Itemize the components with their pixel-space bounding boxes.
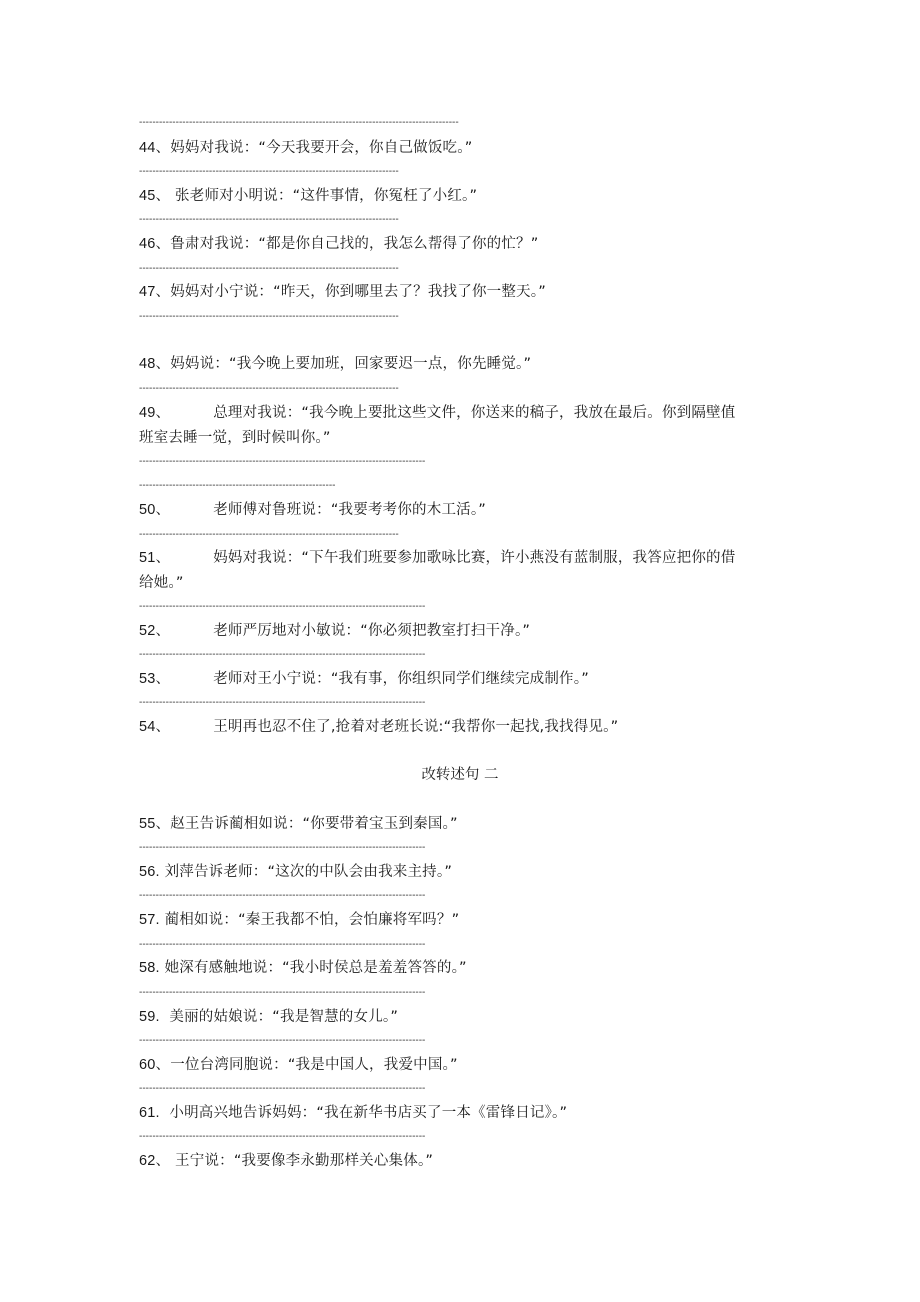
answer-line: -------------------------------------------------------------------------------------- bbox=[139, 1132, 426, 1142]
answer-line: -------------------------------------------------------------------------------------- bbox=[139, 698, 426, 708]
answer-line: -------------------------------------------------------------------------------------- bbox=[139, 1084, 426, 1094]
exercise-item bbox=[139, 234, 538, 254]
item-number: 47、 bbox=[139, 284, 171, 300]
answer-line: ------------------------------------------------------------------------------ bbox=[139, 167, 399, 177]
item-number: 52、 bbox=[139, 623, 171, 639]
answer-line: ------------------------------------------------------------------------------ bbox=[139, 530, 399, 540]
exercise-item bbox=[139, 282, 546, 302]
item-text: 妈妈对我说：“下午我们班要参加歌咏比赛，许小燕没有蓝制服，我答应把你的借 bbox=[213, 550, 736, 566]
exercise-item bbox=[139, 403, 735, 423]
answer-line: -------------------------------------------------------------------------------------- bbox=[139, 457, 426, 467]
exercise-item bbox=[139, 814, 458, 834]
answer-line: ------------------------------------------------------------------------------ bbox=[139, 384, 399, 394]
item-number: 54、 bbox=[139, 719, 171, 735]
item-number: 55、 bbox=[139, 816, 171, 832]
answer-line: -------------------------------------------------------------------------------------- bbox=[139, 602, 426, 612]
exercise-item bbox=[139, 621, 530, 641]
item-text: 赵王告诉蔺相如说：“你要带着宝玉到秦国。” bbox=[170, 816, 458, 832]
item-number: 59. bbox=[139, 1009, 160, 1025]
item-number: 50、 bbox=[139, 502, 171, 518]
item-text: 美丽的姑娘说：“我是智慧的女儿。” bbox=[159, 1009, 399, 1025]
answer-line: ------------------------------------------------------------------------------------------------ bbox=[139, 118, 459, 128]
answer-line: ------------------------------------------------------------------------------ bbox=[139, 264, 399, 274]
item-number: 45、 bbox=[139, 188, 171, 204]
exercise-item bbox=[139, 910, 459, 930]
exercise-item bbox=[139, 717, 618, 737]
item-number: 58. bbox=[139, 960, 160, 976]
exercise-item bbox=[139, 1007, 398, 1027]
answer-line: -------------------------------------------------------------------------------------- bbox=[139, 843, 426, 853]
exercise-item bbox=[139, 958, 467, 978]
item-text: 小明高兴地告诉妈妈：“我在新华书店买了一本《雷锋日记》。” bbox=[159, 1105, 568, 1121]
item-text: 蔺相如说：“秦王我都不怕，会怕廉将军吗？” bbox=[159, 912, 460, 928]
section-title: 改转述句 二 bbox=[421, 767, 499, 783]
answer-line: -------------------------------------------------------------------------------------- bbox=[139, 940, 426, 950]
answer-line: -------------------------------------------------------------------------------------- bbox=[139, 650, 426, 660]
item-text: 鲁肃对我说：“都是你自己找的，我怎么帮得了你的忙？” bbox=[170, 236, 539, 252]
answer-line: -------------------------------------------------------------------------------------- bbox=[139, 988, 426, 998]
item-number: 57. bbox=[139, 912, 160, 928]
item-number: 60、 bbox=[139, 1057, 171, 1073]
item-text: 她深有感触地说：“我小时侯总是羞羞答答的。” bbox=[159, 960, 467, 976]
item-continuation: 给她。” bbox=[139, 575, 184, 591]
item-text: 一位台湾同胞说：“我是中国人，我爱中国。” bbox=[170, 1057, 458, 1073]
exercise-item bbox=[139, 862, 452, 882]
answer-line: ----------------------------------------------------------- bbox=[139, 481, 336, 491]
item-text: 张老师对小明说：“这件事情，你冤枉了小红。” bbox=[170, 188, 478, 204]
exercise-item bbox=[139, 186, 477, 206]
item-text: 老师对王小宁说：“我有事，你组织同学们继续完成制作。” bbox=[213, 671, 589, 687]
item-number: 48、 bbox=[139, 356, 171, 372]
item-text: 老师严厉地对小敏说：“你必须把教室打扫干净。” bbox=[213, 623, 531, 639]
exercise-item bbox=[139, 548, 735, 568]
item-number: 61. bbox=[139, 1105, 160, 1121]
item-text: 妈妈对我说：“今天我要开会，你自己做饭吃。” bbox=[170, 140, 473, 156]
item-number: 56. bbox=[139, 864, 160, 880]
exercise-item bbox=[139, 138, 472, 158]
item-number: 44、 bbox=[139, 140, 171, 156]
exercise-item bbox=[139, 354, 531, 374]
item-text: 老师傅对鲁班说：“我要考考你的木工活。” bbox=[213, 502, 487, 518]
exercise-item bbox=[139, 1055, 458, 1075]
answer-line: ------------------------------------------------------------------------------ bbox=[139, 215, 399, 225]
item-number: 62、 bbox=[139, 1153, 171, 1169]
item-continuation: 班室去睡一觉，到时候叫你。” bbox=[139, 430, 331, 446]
exercise-item bbox=[139, 1103, 567, 1123]
item-number: 51、 bbox=[139, 550, 171, 566]
item-text: 王明再也忍不住了,抢着对老班长说:“我帮你一起找,我找得见。” bbox=[213, 719, 619, 735]
item-text: 妈妈对小宁说：“昨天，你到哪里去了？我找了你一整天。” bbox=[170, 284, 546, 300]
answer-line: -------------------------------------------------------------------------------------- bbox=[139, 891, 426, 901]
item-number: 53、 bbox=[139, 671, 171, 687]
item-number: 49、 bbox=[139, 405, 171, 421]
item-number: 46、 bbox=[139, 236, 171, 252]
answer-line: -------------------------------------------------------------------------------------- bbox=[139, 1036, 426, 1046]
item-text: 刘萍告诉老师：“这次的中队会由我来主持。” bbox=[159, 864, 453, 880]
exercise-item bbox=[139, 500, 486, 520]
item-text: 总理对我说：“我今晚上要批这些文件，你送来的稿子，我放在最后。你到隔壁值 bbox=[213, 405, 736, 421]
exercise-item bbox=[139, 1151, 433, 1171]
item-text: 妈妈说：“我今晚上要加班，回家要迟一点，你先睡觉。” bbox=[170, 356, 532, 372]
exercise-item bbox=[139, 669, 589, 689]
answer-line: ------------------------------------------------------------------------------ bbox=[139, 312, 399, 322]
item-text: 王宁说：“我要像李永勤那样关心集体。” bbox=[170, 1153, 434, 1169]
